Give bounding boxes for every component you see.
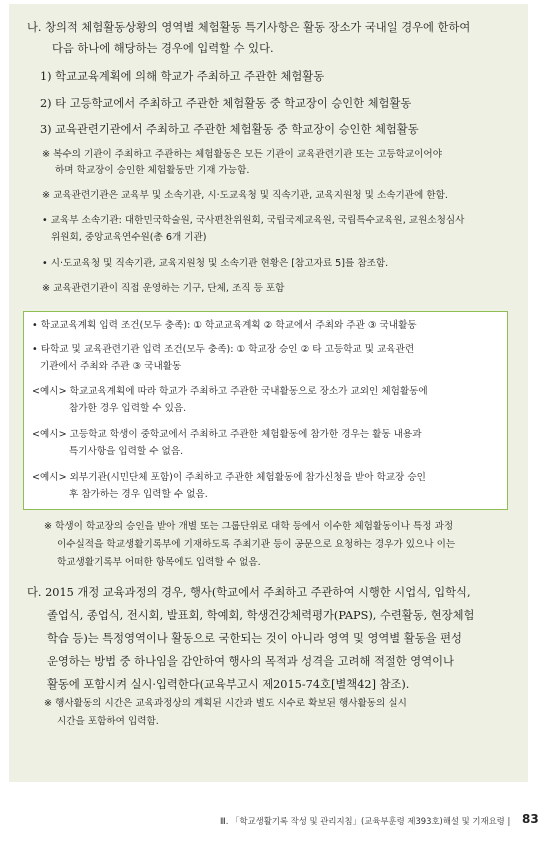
bullet-ministry-agencies: • 교육부 소속기관: 대한민국학술원, 국사편찬위원회, 국립국제교육원, 국립특수교육원, 교원소청심사 <box>42 215 465 226</box>
box-condition-2-cont: 기관에서 주최와 주관 ③ 국내활동 <box>40 361 182 372</box>
note-event-hours: ※ 행사활동의 시간은 교육과정상의 계획된 시간과 별도 시수로 확보된 행사활동의 실시 <box>44 698 407 709</box>
box-example-3-cont: 후 참가하는 경우 입력할 수 없음. <box>69 489 208 500</box>
box-example-1-cont: 참가한 경우 입력할 수 있음. <box>69 403 187 414</box>
list-item-3: 3) 교육관련기관에서 주최하고 주관한 체험활동 중 학교장이 승인한 체험활동 <box>40 123 419 136</box>
section-da-line-3: 학습 등)는 특정영역이나 활동으로 국한되는 것이 아니라 영역 및 영역별 활동을 편성 <box>47 632 462 645</box>
note-joint-host: ※ 복수의 기관이 주최하고 주관하는 체험활동은 모든 기관이 교육관련기관 또는 고등학교이어야 <box>42 149 442 160</box>
box-example-2-cont: 특기사항을 입력할 수 없음. <box>69 446 184 457</box>
bullet-ministry-agencies-cont: 위원회, 중앙교육연수원(총 6개 기관) <box>51 232 207 243</box>
note-event-hours-cont: 시간을 포함하여 입력함. <box>57 716 159 727</box>
box-example-3: <예시> 외부기관(시민단체 포함)이 주최하고 주관한 체험활동에 참가신청을 받아 학교장 승인 <box>32 472 426 483</box>
section-da-line-4: 운영하는 방법 중 하나임을 감안하여 행사의 목적과 성격을 고려해 적절한 영역이나 <box>47 655 454 668</box>
box-example-1: <예시> 학교교육계획에 따라 학교가 주최하고 주관한 국내활동으로 장소가 교외인 체험활동에 <box>32 386 428 397</box>
section-da-heading: 다. 2015 개정 교육과정의 경우, 행사(학교에서 주최하고 주관하여 시행한 시업식, 입학식, <box>27 586 471 599</box>
note-university-activities-cont2: 학교생활기록부 어떠한 항목에도 입력할 수 없음. <box>57 557 261 568</box>
section-na-heading-cont: 다음 하나에 해당하는 경우에 입력할 수 있다. <box>52 42 274 55</box>
note-edu-institutions: ※ 교육관련기관은 교육부 및 소속기관, 시·도교육청 및 직속기관, 교육지원청 및 소속기관에 한함. <box>42 190 448 201</box>
list-item-1: 1) 학교교육계획에 의해 학교가 주최하고 주관한 체험활동 <box>40 70 325 83</box>
page-number: 83 <box>522 812 539 826</box>
note-directly-operated: ※ 교육관련기관이 직접 운영하는 기구, 단체, 조직 등 포함 <box>42 283 285 294</box>
box-condition-1: • 학교교육계획 입력 조건(모두 충족): ① 학교교육계획 ② 학교에서 주최와 주관 ③ 국내활동 <box>32 320 417 331</box>
note-joint-host-cont: 하며 학교장이 승인한 체험활동만 기재 가능함. <box>55 165 250 176</box>
box-condition-2: • 타학교 및 교육관련기관 입력 조건(모두 충족): ① 학교장 승인 ② 타 고등학교 및 교육관련 <box>32 344 415 355</box>
note-university-activities: ※ 학생이 학교장의 승인을 받아 개별 또는 그룹단위로 대학 등에서 이수한 체험활동이나 특정 과정 <box>44 521 454 532</box>
box-example-2: <예시> 고등학교 학생이 중학교에서 주최하고 주관한 체험활동에 참가한 경우는 활동 내용과 <box>32 429 422 440</box>
section-na-heading: 나. 창의적 체험활동상황의 영역별 체험활동 특기사항은 활동 장소가 국내일 경우에 한하여 <box>27 21 471 34</box>
list-item-2: 2) 타 고등학교에서 주최하고 주관한 체험활동 중 학교장이 승인한 체험활동 <box>40 97 412 110</box>
section-da-line-2: 졸업식, 종업식, 전시회, 발표회, 학예회, 학생건강체력평가(PAPS), 수련활동, 현장체험 <box>47 609 475 622</box>
footer-running-title: Ⅲ. 「학교생활기록 작성 및 관리지침」(교육부훈령 제393호)해설 및 기재요령 | <box>220 816 511 826</box>
section-da-line-5: 활동에 포함시켜 실시·입력한다(교육부고시 제2015-74호[별책42] 참조). <box>47 678 410 691</box>
bullet-provincial-offices: • 시·도교육청 및 직속기관, 교육지원청 및 소속기관 현황은 [참고자료 5]를 참조함. <box>42 258 389 269</box>
note-university-activities-cont1: 이수실적을 학교생활기록부에 기재하도록 주최기관 등이 공문으로 요청하는 경우가 있으나 이는 <box>57 539 456 550</box>
